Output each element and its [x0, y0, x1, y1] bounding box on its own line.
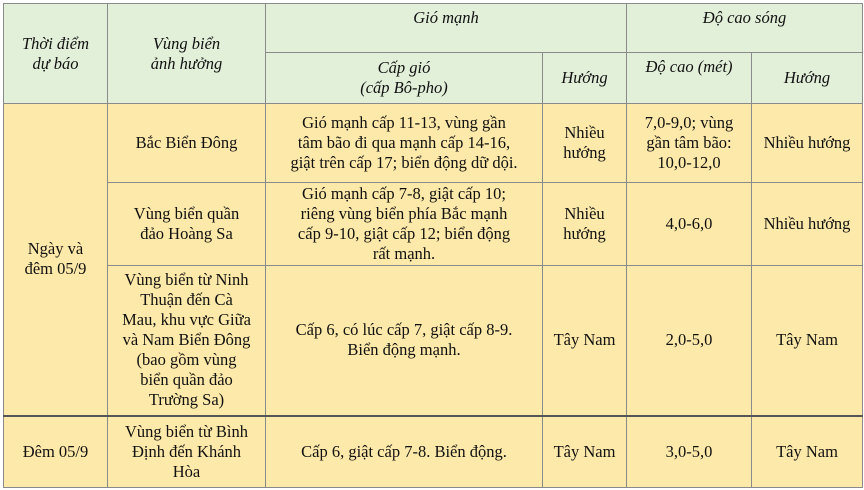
- wind-cell: Cấp 6, giật cấp 7-8. Biển động.: [266, 416, 543, 488]
- table-row: [4, 266, 863, 416]
- header-time: Thời điểm dự báo: [4, 4, 108, 104]
- area-cell: Vùng biển quần đảo Hoàng Sa: [108, 183, 266, 266]
- header-wave-direction: Hướng: [752, 53, 863, 104]
- area-cell: Bắc Biển Đông: [108, 104, 266, 183]
- table-row: [4, 104, 863, 183]
- wind-direction-cell: Nhiều hướng: [543, 104, 627, 183]
- wind-direction-cell: Tây Nam: [543, 416, 627, 488]
- header-wind-level: Cấp gió (cấp Bô-pho): [266, 53, 543, 104]
- header-wind-direction: Hướng: [543, 53, 627, 104]
- header-wave-height: Độ cao (mét): [627, 53, 752, 104]
- table-row: [4, 183, 863, 266]
- wave-height-cell: 2,0-5,0: [627, 266, 752, 416]
- header-row-1: [4, 4, 863, 53]
- wave-height-cell: 3,0-5,0: [627, 416, 752, 488]
- period-cell: Đêm 05/9: [4, 416, 108, 488]
- wave-direction-cell: Nhiều hướng: [752, 183, 863, 266]
- wave-height-cell: 4,0-6,0: [627, 183, 752, 266]
- header-area: Vùng biển ảnh hưởng: [108, 4, 266, 104]
- wave-direction-cell: Nhiều hướng: [752, 104, 863, 183]
- wave-direction-cell: Tây Nam: [752, 416, 863, 488]
- wind-direction-cell: Nhiều hướng: [543, 183, 627, 266]
- forecast-table: [3, 3, 863, 488]
- area-cell: Vùng biển từ Bình Định đến Khánh Hòa: [108, 416, 266, 488]
- wave-height-cell: 7,0-9,0; vùng gần tâm bão: 10,0-12,0: [627, 104, 752, 183]
- header-wind-group: Gió mạnh: [266, 4, 627, 53]
- table-row: [4, 416, 863, 488]
- header-wave-group: Độ cao sóng: [627, 4, 863, 53]
- period-cell: Ngày và đêm 05/9: [4, 104, 108, 416]
- wind-cell: Gió mạnh cấp 11-13, vùng gần tâm bão đi qua mạnh cấp 14-16, giật trên cấp 17; biển động dữ dội.: [266, 104, 543, 183]
- wind-cell: Cấp 6, có lúc cấp 7, giật cấp 8-9. Biển động mạnh.: [266, 266, 543, 416]
- wave-direction-cell: Tây Nam: [752, 266, 863, 416]
- area-cell: Vùng biển từ Ninh Thuận đến Cà Mau, khu vực Giữa và Nam Biển Đông (bao gồm vùng biển quần đảo Trường Sa): [108, 266, 266, 416]
- wind-cell: Gió mạnh cấp 7-8, giật cấp 10; riêng vùng biển phía Bắc mạnh cấp 9-10, giật cấp 12; biển động rất mạnh.: [266, 183, 543, 266]
- wind-direction-cell: Tây Nam: [543, 266, 627, 416]
